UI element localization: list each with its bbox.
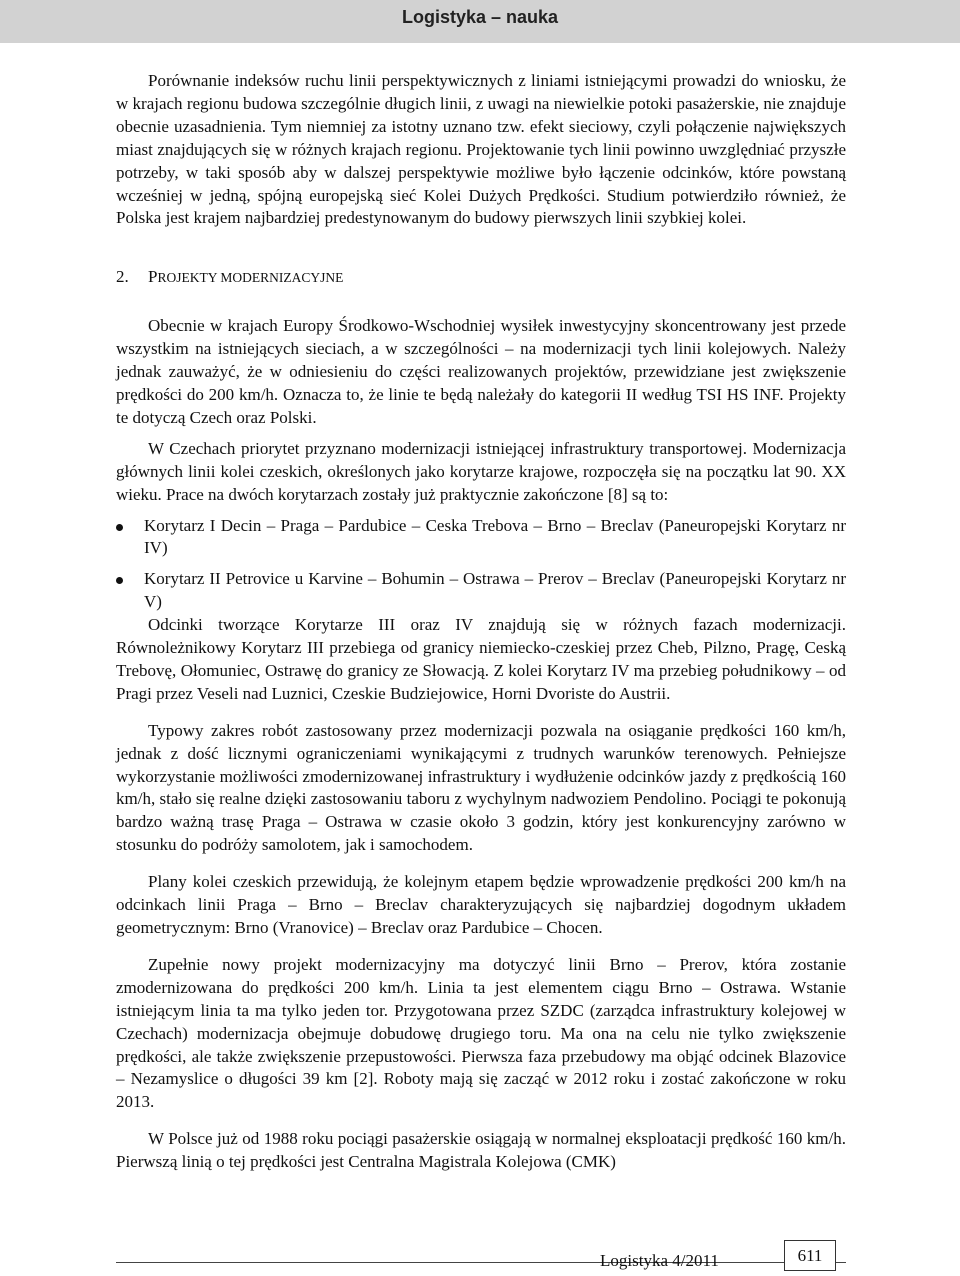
paragraph: Plany kolei czeskich przewidują, że kolejnym etapem będzie wprowadzenie prędkości 200 km/h na odcinkach linii Praga – Brno – Breclav charakteryzujących się najbardziej dogodnym układem geometrycznym: Brno (Vranovice) – Breclav oraz Pardubice – Chocen.: [116, 872, 846, 937]
bullet-icon: [116, 577, 123, 584]
section-title-initial: P: [148, 267, 158, 287]
paragraph: W Polsce już od 1988 roku pociągi pasażerskie osiągają w normalnej eksploatacji prędkość 160 km/h. Pierwszą linią o tej prędkości jest Centralna Magistrala Kolejowa (CMK): [116, 1129, 846, 1172]
section-title-rest: ROJEKTY MODERNIZACYJNE: [157, 270, 344, 286]
paragraph: Obecnie w krajach Europy Środkowo-Wschodniej wysiłek inwestycyjny skoncentrowany jest przede wszystkim na istniejących sieciach, a w szczególności – na modernizacji tych linii kolejowych. Należy jednak zauważyć, że w odniesieniu do części realizowanych projektów, przewidziane jest zwiększenie prędkości do 200 km/h. Oznacza to, że linie te będą należały do kategorii II według TSI HS INF. Projekty te dotyczą Czech oraz Polski.: [116, 316, 846, 427]
list-item-text: Korytarz II Petrovice u Karvine – Bohumin – Ostrawa – Prerov – Breclav (Paneuropejski Korytarz nr V): [144, 569, 846, 612]
section-heading: [116, 266, 846, 290]
footer-journal: Logistyka 4/2011: [600, 1251, 719, 1270]
list-item: [116, 568, 846, 614]
running-header: [0, 0, 960, 43]
paragraph: Odcinki tworzące Korytarze III oraz IV znajdują się w różnych fazach modernizacji. Równoleżnikowy Korytarz III przebiega od granicy niemiecko-czeskiej przez Cheb, Pilzno, Pragę, Ceską Trebovę, Ołomuniec, Ostrawę do granicy ze Słowacją. Z kolei Korytarz IV ma przebieg południkowy – od Pragi przez Veseli nad Luznici, Czeskie Budziejowice, Horni Dvoriste do Austrii.: [116, 615, 846, 703]
page-number: 611: [784, 1240, 836, 1271]
paragraph: Zupełnie nowy projekt modernizacyjny ma dotyczyć linii Brno – Prerov, która zostanie zmodernizowana do prędkości 200 km/h. Linia ta jest elementem ciągu Brno – Ostrawa. Wstanie istniejącym linia ta ma tylko jeden tor. Przygotowana przez SZDC (zarządca infrastruktury kolejowej w Czechach) modernizacja obejmuje dobudowę drugiego toru. Ma ona na celu nie tylko zwiększenie prędkości, ale także zwiększenie przepustowości. Pierwsza faza przebudowy ma objąć odcinek Blazovice – Nezamyslice o długości 39 km [2]. Roboty mają się zacząć w 2012 roku i zostać zakończone w roku 2013.: [116, 954, 846, 1112]
header-title: Logistyka – nauka: [401, 7, 559, 27]
corridor-list: [116, 515, 846, 615]
paragraph: W Czechach priorytet przyznano modernizacji istniejącej infrastruktury transportowej. Modernizacja głównych linii kolei czeskich, określonych jako korytarze krajowe, rozpoczęła się na początku lat 90. XX wieku. Prace na dwóch korytarzach zostały już praktycznie zakończone [8] są to:: [116, 438, 846, 504]
list-item-text: Korytarz I Decin – Praga – Pardubice – Ceska Trebova – Brno – Breclav (Paneuropejski Korytarz nr IV): [144, 515, 846, 558]
paragraph: Porównanie indeksów ruchu linii perspektywicznych z liniami istniejącymi prowadzi do wniosku, że w krajach regionu budowa szczególnie długich linii, z uwagi na niewielkie potoki pasażerskie, nie znajduje obecnie uzasadnienia. Tym niemniej za istotny uznano tzw. efekt sieciowy, czyli połączenie największych miast znajdujących się w różnych krajach regionu. Projektowanie tych linii powinno uwzględniać przyszłe potrzeby, w taki sposób aby w dalszej perspektywie możliwe było łączenie odcinków, które powstaną wcześniej w jedną, spójną europejską sieć Kolei Dużych Prędkości. Studium potwierdziło również, że Polska jest krajem najbardziej predestynowanym do budowy pierwszych linii szybkiej kolei.: [116, 71, 846, 228]
footer-rule: [116, 1262, 846, 1263]
bullet-icon: [116, 524, 123, 531]
list-item: [116, 515, 846, 561]
article-body: [116, 70, 846, 1174]
section-number: 2.: [116, 267, 129, 287]
paragraph: Typowy zakres robót zastosowany przez modernizacji pozwala na osiąganie prędkości 160 km/h, jednak z dość licznymi ograniczeniami wynikającymi z trudnych warunków terenowych. Pełniejsze wykorzystanie możliwości zmodernizowanej infrastruktury i wydłużenie odcinków jazdy z prędkością 160 km/h, stało się realne dzięki zastosowaniu taboru z wychylnym nadwoziem Pendolino. Pociągi te pokonują bardzo ważną trasę Praga – Ostrawa w czasie około 3 godzin, który jest konkurencyjny zarówno w stosunku do podróży samolotem, jak i samochodem.: [116, 720, 846, 855]
